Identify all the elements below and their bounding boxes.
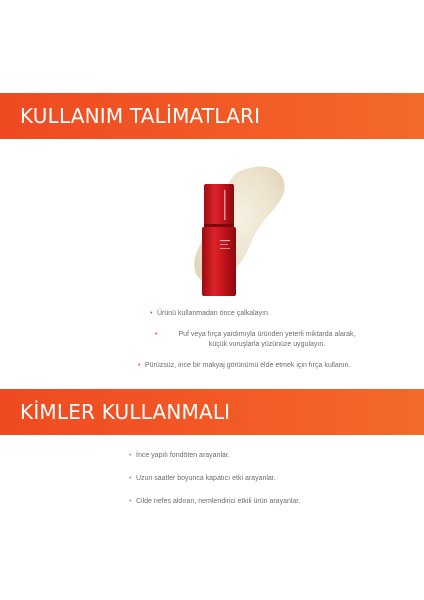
bullet-dot-icon: • [150, 310, 153, 317]
list-item: • Puf veya fırça yardımıyla üründen yeterli miktarda alarak, küçük vuruşlarla yüzünüze uygulayın. [155, 331, 356, 348]
target-audience-list [129, 451, 386, 520]
list-item: • İnce yapılı fondöten arayanlar. [129, 452, 230, 459]
bullet-dot-icon: • [129, 498, 132, 505]
list-item: • Pürüzsüz, ince bir makyaj görünümü elde etmek için fırça kullanın. [138, 362, 351, 369]
list-item: • Uzun saatler boyunca kapatıcı etki arayanlar. [129, 475, 276, 482]
list-item: • Ürünü kullanmadan önce çalkalayın. [150, 310, 270, 317]
bullet-dot-icon: • [155, 331, 158, 338]
product-image [120, 160, 300, 300]
section-banner-usage [0, 93, 424, 139]
usage-instructions-list [138, 309, 377, 382]
list-item: • Cilde nefes aldıran, nemlendirici etkili ürün arayanlar. [129, 498, 301, 505]
bottle-body [202, 227, 236, 296]
section-title-audience: KİMLER KULLANMALI [20, 400, 231, 424]
bullet-dot-icon: • [129, 452, 132, 459]
bottle-cap [204, 184, 234, 226]
section-banner-audience [0, 389, 424, 435]
foundation-illustration [120, 160, 300, 300]
bullet-dot-icon: • [138, 362, 141, 369]
section-title-usage: KULLANIM TALİMATLARI [20, 104, 261, 128]
bullet-dot-icon: • [129, 475, 132, 482]
